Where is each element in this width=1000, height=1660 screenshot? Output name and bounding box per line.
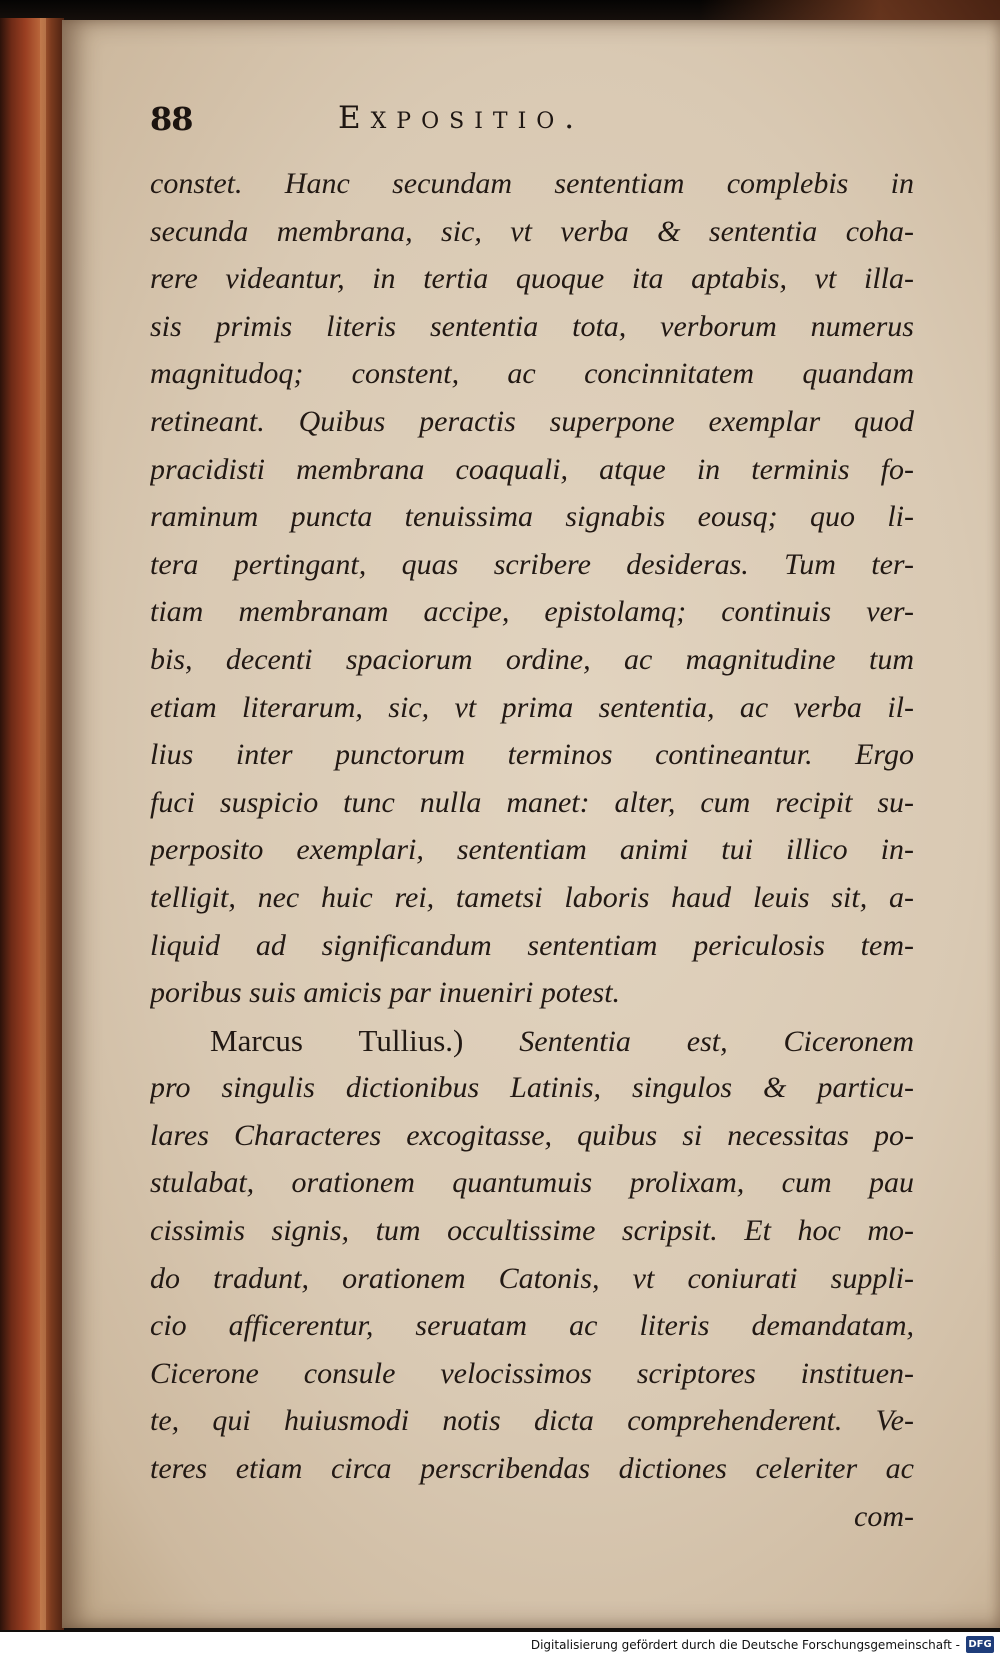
- page-edge-top: [700, 0, 1000, 20]
- text-block: [150, 160, 914, 1540]
- text-line: tiam membranam accipe, epistolamq; continuis ver-: [150, 595, 914, 629]
- text-line: retineant. Quibus peractis superpone exemplar quod: [150, 404, 914, 438]
- paragraph-opening-text: Sententia est, Ciceronem: [463, 1024, 914, 1058]
- text-line: secunda membrana, sic, vt verba & sententia coha-: [150, 214, 914, 248]
- footer-bar: [0, 1632, 1000, 1660]
- text-line: lares Characteres excogitasse, quibus si necessitas po-: [150, 1118, 914, 1152]
- text-line: rere videantur, in tertia quoque ita aptabis, vt illa-: [150, 262, 914, 296]
- page-number: 88: [150, 100, 193, 138]
- running-head: [150, 100, 770, 148]
- book-spine: [0, 18, 64, 1630]
- text-line: cio afficerentur, seruatam ac literis demandatam,: [150, 1309, 914, 1343]
- lemma: Marcus Tullius.): [210, 1022, 464, 1058]
- text-line: lius inter punctorum terminos contineantur. Ergo: [150, 738, 914, 772]
- text-line: perposito exemplari, sententiam animi tui illico in-: [150, 833, 914, 867]
- text-line: tera pertingant, quas scribere desideras. Tum ter-: [150, 547, 914, 581]
- dfg-logo-icon: DFG: [966, 1636, 994, 1653]
- text-line: poribus suis amicis par inueniri potest.: [150, 976, 621, 1010]
- text-line: constet. Hanc secundam sententiam complebis in: [150, 167, 914, 200]
- catchword: com-: [854, 1499, 914, 1533]
- text-line: Cicerone consule velocissimos scriptores instituen-: [150, 1356, 914, 1390]
- text-line: raminum puncta tenuissima signabis eousq; quo li-: [150, 500, 914, 534]
- text-line: bis, decenti spaciorum ordine, ac magnitudine tum: [150, 642, 914, 676]
- paragraph-opening: [150, 1017, 914, 1065]
- funding-credit: Digitalisierung gefördert durch die Deutsche Forschungsgemeinschaft -: [530, 1638, 960, 1652]
- text-line: sis primis literis sententia tota, verborum numerus: [150, 309, 914, 343]
- running-title: Expositio.: [338, 100, 585, 136]
- text-line: etiam literarum, sic, vt prima sententia, ac verba il-: [150, 690, 914, 724]
- text-line: stulabat, orationem quantumuis prolixam, cum pau: [150, 1166, 914, 1200]
- text-line: telligit, nec huic rei, tametsi laboris haud leuis sit, a-: [150, 880, 914, 914]
- text-line: liquid ad significandum sententiam periculosis tem-: [150, 928, 914, 962]
- text-line: pro singulis dictionibus Latinis, singulos & particu-: [150, 1071, 914, 1105]
- text-line: cissimis signis, tum occultissime scripsit. Et hoc mo-: [150, 1214, 914, 1248]
- spine-highlight: [40, 18, 46, 1630]
- text-line: fuci suspicio tunc nulla manet: alter, cum recipit su-: [150, 785, 914, 819]
- text-line: teres etiam circa perscribendas dictiones celeriter ac: [150, 1452, 914, 1486]
- text-line: magnitudoq; constent, ac concinnitatem quandam: [150, 357, 914, 391]
- text-line: do tradunt, orationem Catonis, vt coniurati suppli-: [150, 1261, 914, 1295]
- text-line: te, qui huiusmodi notis dicta comprehenderent. Ve-: [150, 1404, 914, 1438]
- text-line: pracidisti membrana coaquali, atque in terminis fo-: [150, 452, 914, 486]
